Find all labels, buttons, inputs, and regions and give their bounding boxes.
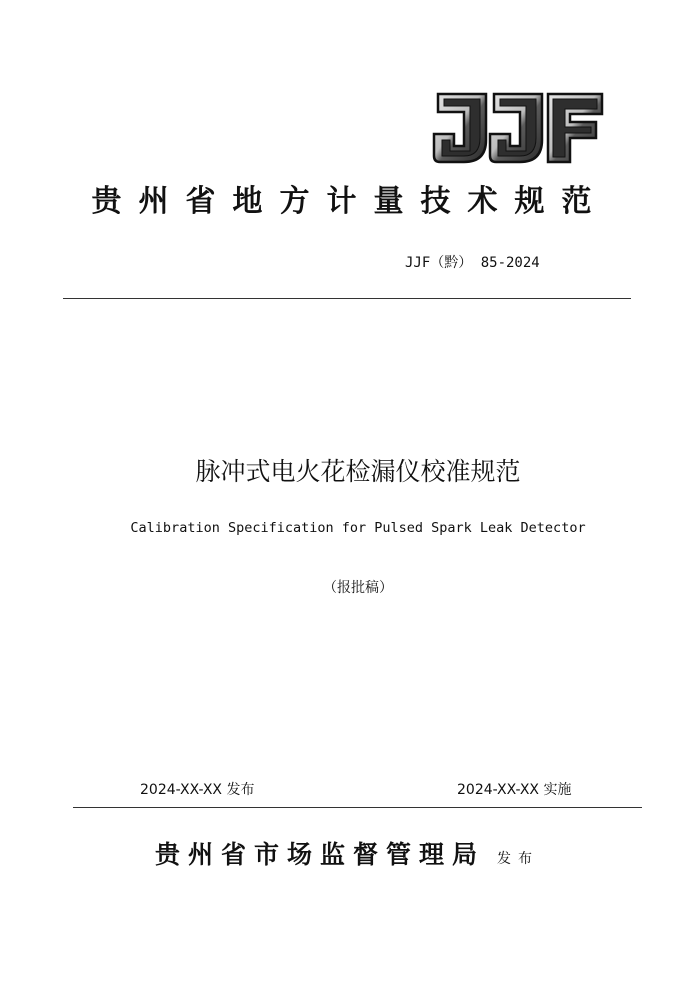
logo-letters [434,94,602,162]
bottom-divider [73,807,642,808]
draft-status: （报批稿） [323,580,393,596]
document-number: JJF（黔） 85-2024 [405,255,540,271]
publish-label: 发布 [497,851,540,867]
jjf-logo [432,90,604,166]
top-divider [63,298,631,299]
document-title-chinese: 脉冲式电火花检漏仪校准规范 [195,457,521,486]
effective-date: 2024-XX-XX 实施 [457,782,572,798]
publisher-name: 贵州省市场监督管理局 [155,840,486,869]
organization-title: 贵州省地方计量技术规范 [91,184,609,219]
document-title-english: Calibration Specification for Pulsed Spark Leak Detector [130,520,586,536]
issue-date: 2024-XX-XX 发布 [140,782,255,798]
publisher-line [155,835,539,871]
